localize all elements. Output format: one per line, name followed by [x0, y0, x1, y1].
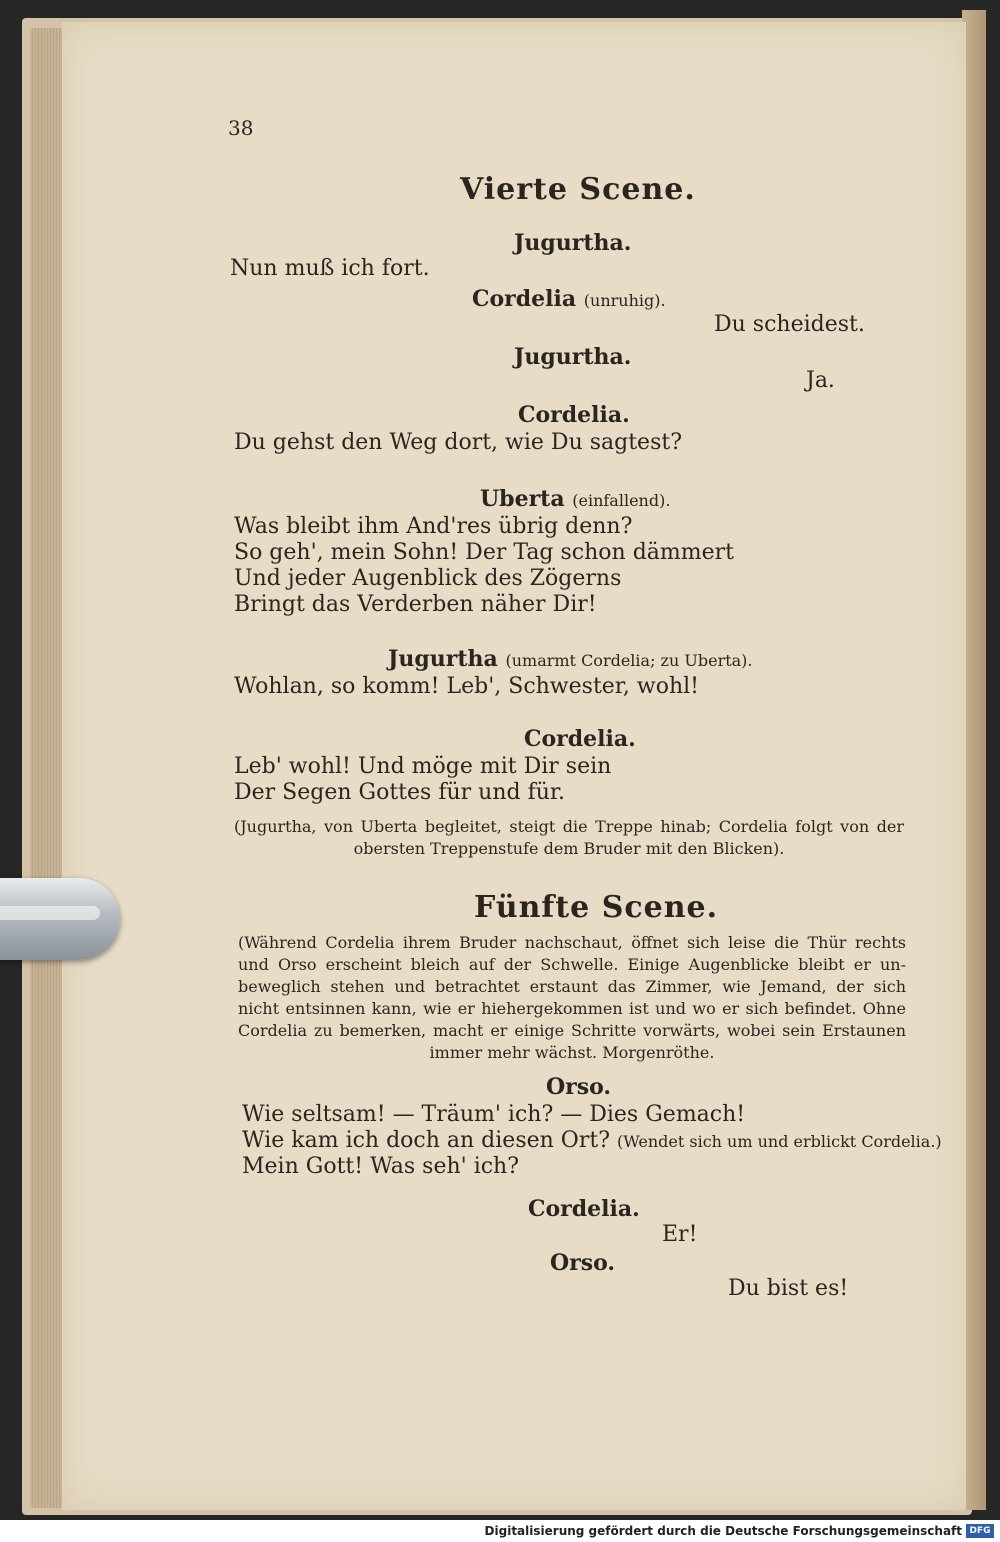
- verse-uberta-1: Was bleibt ihm And'res übrig denn?: [234, 514, 633, 539]
- speaker-jugurtha-3-name: Jugurtha: [388, 646, 498, 672]
- speaker-cordelia-2: Cordelia.: [518, 402, 630, 428]
- footer-text: Digitalisierung gefördert durch die Deutsche Forschungsgemeinschaft: [484, 1524, 962, 1538]
- stage-direction-4-line-1: (Jugurtha, von Uberta begleitet, steigt die Treppe hinab; Cordelia folgt von der: [234, 817, 904, 836]
- line-cordelia-4: Er!: [662, 1222, 698, 1247]
- line-cordelia-1: Du scheidest.: [714, 312, 865, 337]
- line-jugurtha-3: Wohlan, so komm! Leb', Schwester, wohl!: [234, 674, 700, 699]
- speaker-cordelia-1-direction: (unruhig).: [583, 291, 666, 310]
- speaker-jugurtha-3: [388, 646, 753, 672]
- stage-direction-4-line-2: obersten Treppenstufe dem Bruder mit den Blicken).: [353, 839, 785, 858]
- verse-orso-1: Wie seltsam! — Träum' ich? — Dies Gemach!: [242, 1102, 746, 1127]
- speaker-jugurtha-1: Jugurtha.: [514, 230, 632, 256]
- verse-uberta-3: Und jeder Augenblick des Zögerns: [234, 566, 622, 591]
- page-edges: [30, 28, 64, 1508]
- stage-direction-scene-5: [238, 932, 906, 1064]
- glass-highlight: [0, 906, 100, 920]
- verse-orso-2-direction: (Wendet sich um und erblickt Cordelia.): [616, 1132, 942, 1151]
- stage-direction-5-line-2: und Orso erscheint bleich auf der Schwelle. Einige Augenblicke bleibt er un-: [238, 955, 906, 974]
- speaker-jugurtha-2: Jugurtha.: [514, 344, 632, 370]
- verse-cordelia-3-1: Leb' wohl! Und möge mit Dir sein: [234, 754, 612, 779]
- stage-direction-5-line-4: nicht entsinnen kann, wie er hiehergekommen ist und wo er sich befindet. Ohne: [238, 999, 906, 1018]
- stage-direction-5-line-5: Cordelia zu bemerken, macht er einige Schritte vorwärts, wobei sein Erstaunen: [238, 1021, 906, 1040]
- speaker-cordelia-1-name: Cordelia: [472, 286, 577, 312]
- page-number: 38: [228, 116, 254, 140]
- stage-direction-5-line-1: (Während Cordelia ihrem Bruder nachschaut, öffnet sich leise die Thür rechts: [238, 933, 906, 952]
- speaker-orso-2: Orso.: [550, 1250, 616, 1276]
- verse-orso-3: Mein Gott! Was seh' ich?: [242, 1154, 520, 1179]
- speaker-cordelia-1: [472, 286, 666, 312]
- line-cordelia-2: Du gehst den Weg dort, wie Du sagtest?: [234, 430, 683, 455]
- speaker-uberta-name: Uberta: [480, 486, 565, 512]
- speaker-uberta: [480, 486, 670, 512]
- line-jugurtha-1: Nun muß ich fort.: [230, 256, 430, 281]
- dfg-logo-icon: DFG: [966, 1524, 994, 1538]
- stage-direction-5-line-6: immer mehr wächst. Morgenröthe.: [429, 1043, 715, 1062]
- scene-5-title: Fünfte Scene.: [474, 890, 719, 925]
- stage-direction-scene-4: [234, 816, 904, 860]
- verse-orso-2: [242, 1128, 942, 1153]
- line-orso-2: Du bist es!: [728, 1276, 849, 1301]
- speaker-orso-1: Orso.: [546, 1074, 612, 1100]
- line-jugurtha-2: Ja.: [806, 368, 835, 393]
- verse-uberta-4: Bringt das Verderben näher Dir!: [234, 592, 597, 617]
- verse-uberta-2: So geh', mein Sohn! Der Tag schon dämmert: [234, 540, 734, 565]
- verse-orso-2-text: Wie kam ich doch an diesen Ort?: [242, 1128, 610, 1153]
- speaker-jugurtha-3-direction: (umarmt Cordelia; zu Uberta).: [505, 651, 753, 670]
- stage-direction-5-line-3: beweglich stehen und betrachtet erstaunt das Zimmer, wie Jemand, der sich: [238, 977, 906, 996]
- scene-4-title: Vierte Scene.: [460, 172, 696, 207]
- speaker-cordelia-4: Cordelia.: [528, 1196, 640, 1222]
- speaker-cordelia-3: Cordelia.: [524, 726, 636, 752]
- speaker-uberta-direction: (einfallend).: [572, 491, 671, 510]
- verse-cordelia-3-2: Der Segen Gottes für und für.: [234, 780, 565, 805]
- book-page: [62, 22, 966, 1510]
- footer-bar: [0, 1520, 1000, 1542]
